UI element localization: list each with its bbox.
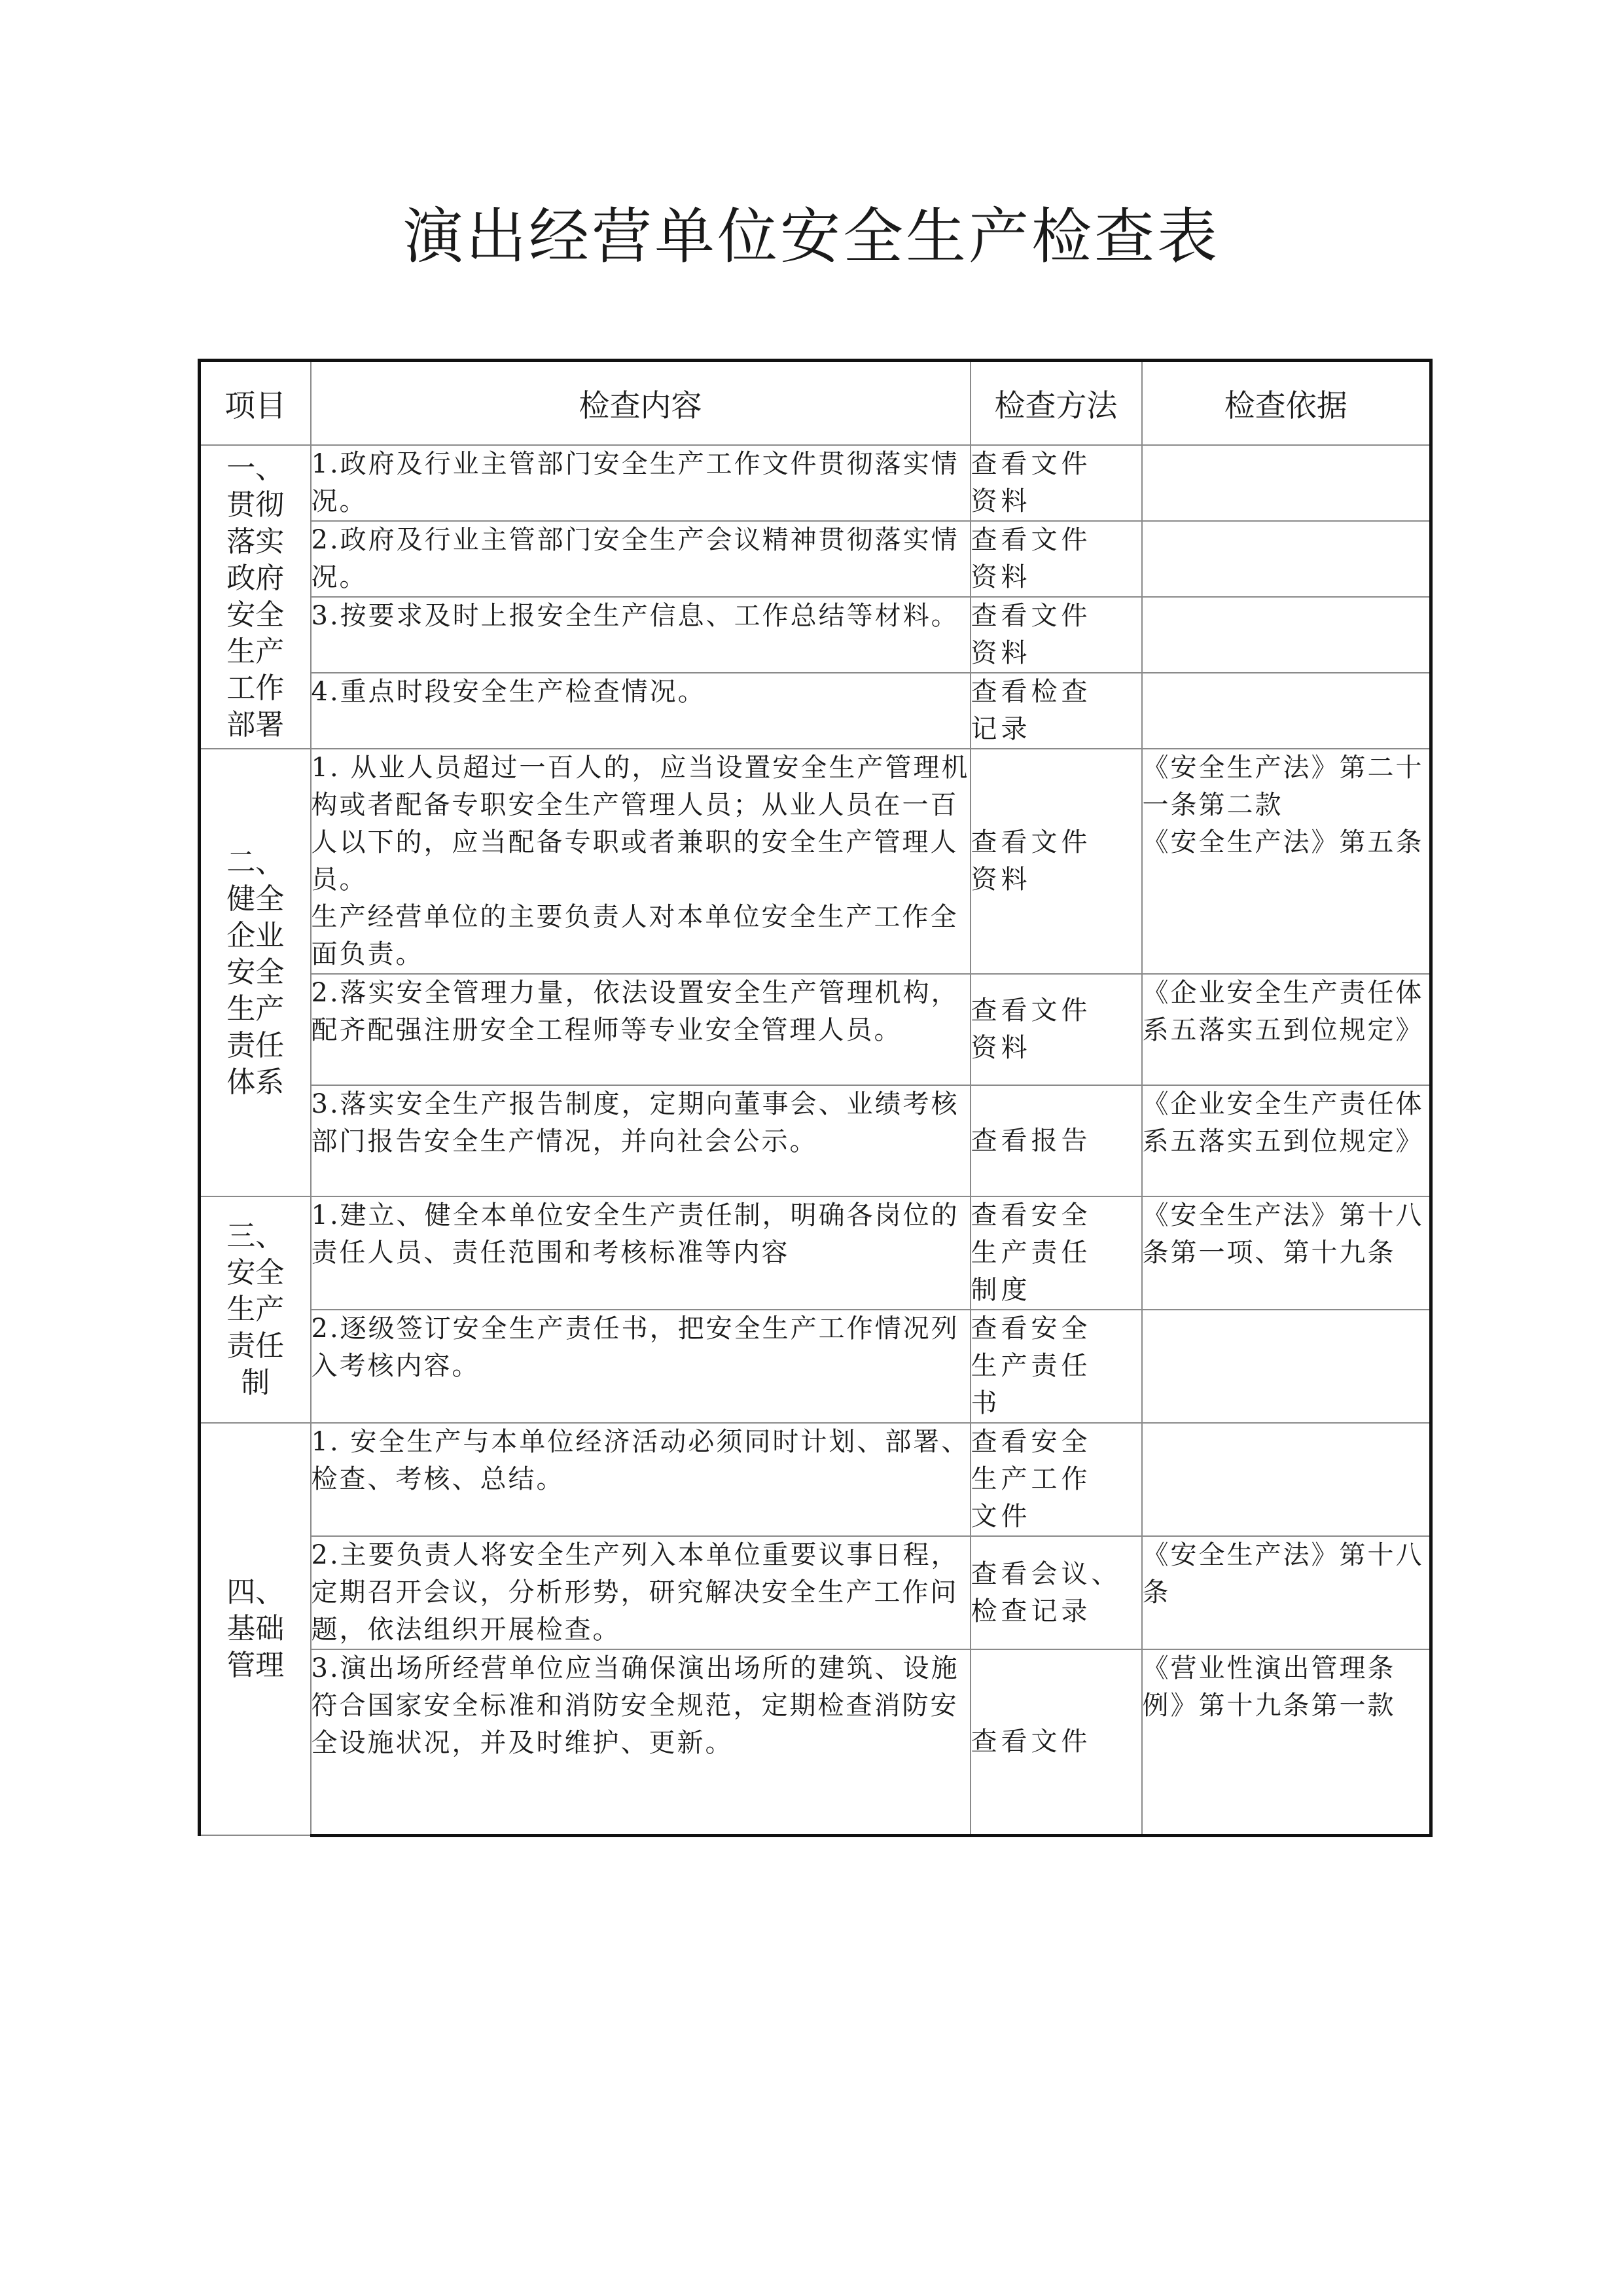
item-basis: 《安全生产法》第十八条第一项、第十九条 bbox=[1142, 1196, 1431, 1310]
header-basis: 检查依据 bbox=[1142, 361, 1431, 446]
item-basis bbox=[1142, 673, 1431, 749]
header-content: 检查内容 bbox=[311, 361, 971, 446]
item-method: 查看检查 记录 bbox=[971, 673, 1142, 749]
item-content: 1.政府及行业主管部门安全生产工作文件贯彻落实情况。 bbox=[311, 445, 971, 521]
item-method: 查看文件 资料 bbox=[971, 597, 1142, 673]
item-method: 查看安全 生产工作 文件 bbox=[971, 1423, 1142, 1536]
item-content: 4.重点时段安全生产检查情况。 bbox=[311, 673, 971, 749]
item-basis: 《安全生产法》第十八条 bbox=[1142, 1536, 1431, 1649]
item-content: 1.建立、健全本单位安全生产责任制，明确各岗位的责任人员、责任范围和考核标准等内容 bbox=[311, 1196, 971, 1310]
item-content: 2.主要负责人将安全生产列入本单位重要议事日程，定期召开会议，分析形势，研究解决安全生产工作问题，依法组织开展检查。 bbox=[311, 1536, 971, 1649]
item-content: 1. 从业人员超过一百人的，应当设置安全生产管理机构或者配备专职安全生产管理人员；从业人员在一百人以下的，应当配备专职或者兼职的安全生产管理人员。 生产经营单位的主要负责人对本单位安全生产工作全面负责。 bbox=[311, 749, 971, 974]
table-row bbox=[200, 749, 1431, 974]
item-basis bbox=[1142, 1423, 1431, 1536]
item-method: 查看文件 bbox=[971, 1649, 1142, 1835]
item-content: 3.按要求及时上报安全生产信息、工作总结等材料。 bbox=[311, 597, 971, 673]
item-method: 查看文件 资料 bbox=[971, 521, 1142, 597]
item-basis bbox=[1142, 597, 1431, 673]
table-row bbox=[200, 597, 1431, 673]
item-basis: 《企业安全生产责任体系五落实五到位规定》 bbox=[1142, 974, 1431, 1085]
item-method: 查看报告 bbox=[971, 1085, 1142, 1196]
table-row bbox=[200, 445, 1431, 521]
item-method: 查看文件 资料 bbox=[971, 445, 1142, 521]
item-basis: 《营业性演出管理条例》第十九条第一款 bbox=[1142, 1649, 1431, 1835]
table-header-row bbox=[200, 361, 1431, 446]
item-content: 2.政府及行业主管部门安全生产会议精神贯彻落实情况。 bbox=[311, 521, 971, 597]
item-content: 2.逐级签订安全生产责任书，把安全生产工作情况列入考核内容。 bbox=[311, 1310, 971, 1423]
item-basis bbox=[1142, 1310, 1431, 1423]
table-row bbox=[200, 1536, 1431, 1649]
table-row bbox=[200, 974, 1431, 1085]
section-1-project: 一、 贯彻 落实 政府 安全 生产 工作 部署 bbox=[200, 445, 311, 749]
table-row bbox=[200, 1423, 1431, 1536]
table-row bbox=[200, 1310, 1431, 1423]
section-3-project: 三、 安全 生产 责任 制 bbox=[200, 1196, 311, 1423]
item-basis bbox=[1142, 445, 1431, 521]
item-content: 3.演出场所经营单位应当确保演出场所的建筑、设施符合国家安全标准和消防安全规范，定期检查消防安全设施状况，并及时维护、更新。 bbox=[311, 1649, 971, 1835]
item-content: 3.落实安全生产报告制度，定期向董事会、业绩考核部门报告安全生产情况，并向社会公示。 bbox=[311, 1085, 971, 1196]
table-row bbox=[200, 1196, 1431, 1310]
item-basis: 《安全生产法》第二十一条第二款 《安全生产法》第五条 bbox=[1142, 749, 1431, 974]
item-basis bbox=[1142, 521, 1431, 597]
table-row bbox=[200, 673, 1431, 749]
section-2-project: 二、 健全 企业 安全 生产 责任 体系 bbox=[200, 749, 311, 1196]
table-row bbox=[200, 1649, 1431, 1835]
table-row bbox=[200, 1085, 1431, 1196]
item-content: 1. 安全生产与本单位经济活动必须同时计划、部署、检查、考核、总结。 bbox=[311, 1423, 971, 1536]
section-4-project: 四、 基础 管理 bbox=[200, 1423, 311, 1835]
item-content: 2.落实安全管理力量，依法设置安全生产管理机构，配齐配强注册安全工程师等专业安全管理人员。 bbox=[311, 974, 971, 1085]
item-method: 查看文件 资料 bbox=[971, 974, 1142, 1085]
item-method: 查看安全 生产责任 制度 bbox=[971, 1196, 1142, 1310]
item-method: 查看安全 生产责任 书 bbox=[971, 1310, 1142, 1423]
header-project: 项目 bbox=[200, 361, 311, 446]
page-title: 演出经营单位安全生产检查表 bbox=[402, 202, 1220, 272]
item-method: 查看会议、 检查记录 bbox=[971, 1536, 1142, 1649]
table-row bbox=[200, 521, 1431, 597]
inspection-table bbox=[198, 359, 1433, 1837]
item-basis: 《企业安全生产责任体系五落实五到位规定》 bbox=[1142, 1085, 1431, 1196]
item-method: 查看文件 资料 bbox=[971, 749, 1142, 974]
header-method: 检查方法 bbox=[971, 361, 1142, 446]
